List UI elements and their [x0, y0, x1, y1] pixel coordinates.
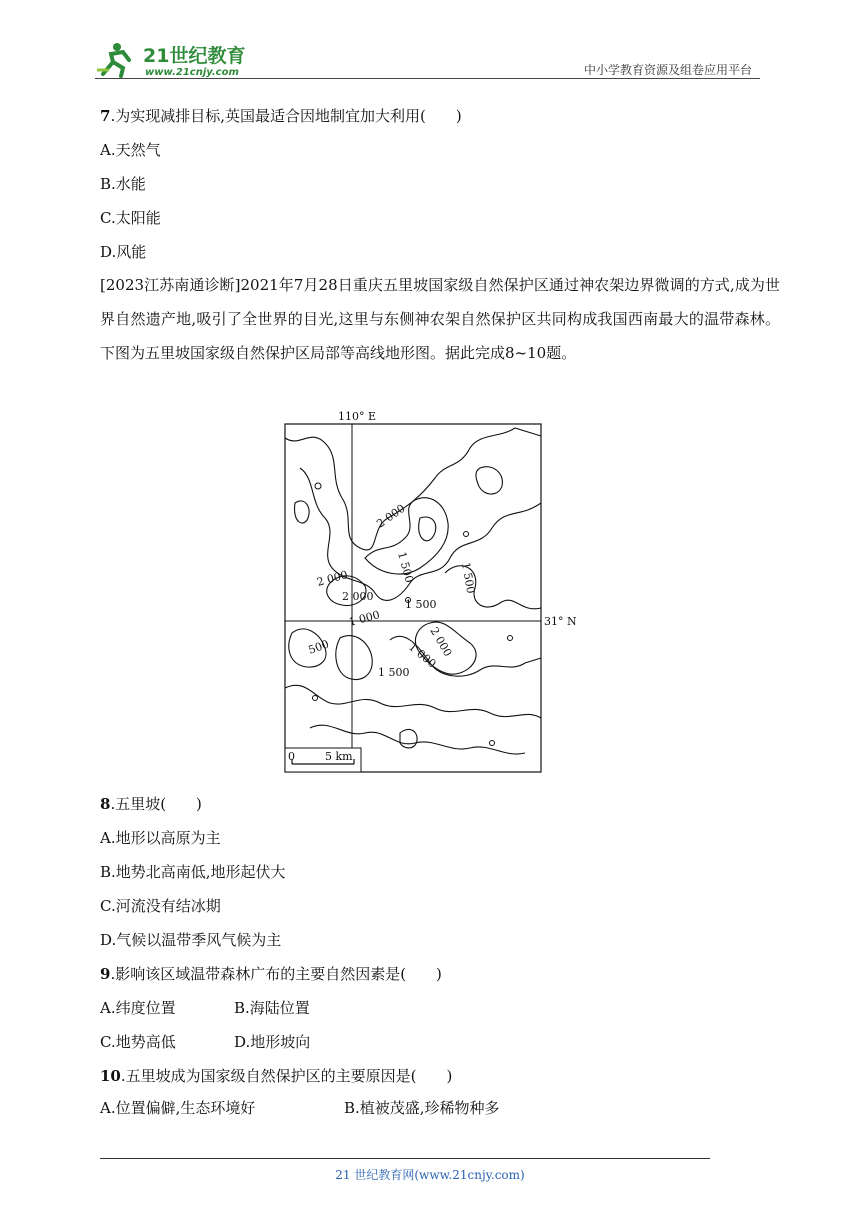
logo-url: www.21cnjy.com	[145, 67, 239, 78]
reading-passage: [2023江苏南通诊断]2021年7月28日重庆五里坡国家级自然保护区通过神农架边界微调的方式,成为世界自然遗产地,吸引了全世界的目光,这里与东侧神农架自然保护区共同构成我国西南最大的温带森林。下图为五里坡国家级自然保护区局部等高线地形图。据此完成8~10题。	[100, 276, 780, 362]
question-7-option-a: A.天然气	[100, 141, 161, 159]
question-number: 10	[100, 1067, 121, 1085]
contour-label: 1 500	[405, 598, 437, 611]
page-header	[95, 40, 760, 80]
scale-zero: 0	[288, 750, 295, 763]
question-number: 8	[100, 795, 111, 813]
contour-label: 1 000	[406, 640, 439, 671]
contour-label: 1 500	[378, 666, 410, 679]
question-7-option-c: C.太阳能	[100, 209, 161, 227]
question-8-option-c: C.河流没有结冰期	[100, 897, 221, 915]
question-text: .五里坡成为国家级自然保护区的主要原因是( )	[120, 1067, 453, 1085]
header-divider	[95, 78, 760, 79]
question-9-option-a: A.纬度位置	[100, 999, 176, 1017]
question-9-options-row-1	[100, 998, 310, 1018]
question-8-option-a: A.地形以高原为主	[100, 829, 221, 847]
question-7-option-d: D.风能	[100, 243, 147, 261]
scale-label: 5 km	[325, 750, 353, 763]
question-text: .为实现减排目标,英国最适合因地制宜加大利用( )	[110, 107, 462, 125]
question-10-option-a: A.位置偏僻,生态环境好	[100, 1099, 256, 1117]
question-9-options-row-2	[100, 1032, 310, 1052]
footer-divider	[100, 1158, 710, 1159]
question-7-stem	[100, 106, 462, 126]
logo	[95, 40, 265, 80]
question-10-stem	[100, 1066, 452, 1086]
contour-label: 2 000	[315, 568, 350, 589]
scale-bar	[285, 748, 361, 772]
contour-label: 2 000	[427, 625, 455, 659]
question-7-option-b: B.水能	[100, 175, 146, 193]
contour-label: 500	[306, 637, 331, 657]
contour-label: 2 000	[342, 590, 374, 603]
question-number: 9	[100, 965, 111, 983]
question-text: .影响该区域温带森林广布的主要自然因素是( )	[110, 965, 442, 983]
latitude-label: 31° N	[544, 615, 577, 628]
runner-icon	[97, 43, 129, 76]
contour-label: 2 000	[374, 501, 408, 531]
contour-label: 1 000	[347, 608, 382, 629]
logo-text: 21世纪教育	[143, 45, 246, 67]
question-8-option-b: B.地势北高南低,地形起伏大	[100, 863, 286, 881]
question-10-option-b: B.植被茂盛,珍稀物种多	[344, 1099, 500, 1117]
contour-label: 1 500	[459, 561, 478, 595]
contour-label: 1 500	[395, 550, 416, 585]
question-9-option-c: C.地势高低	[100, 1033, 176, 1051]
question-8-stem	[100, 794, 202, 814]
question-8-option-d: D.气候以温带季风气候为主	[100, 931, 282, 949]
contour-map	[270, 408, 590, 778]
question-text: .五里坡( )	[110, 795, 202, 813]
footer-text: 21 世纪教育网(www.21cnjy.com)	[335, 1168, 525, 1182]
question-number: 7	[100, 107, 111, 125]
question-9-option-b: B.海陆位置	[234, 999, 310, 1017]
question-10-options-row-1	[100, 1098, 500, 1118]
question-9-stem	[100, 964, 442, 984]
contour-lines	[285, 428, 541, 754]
question-9-option-d: D.地形坡向	[234, 1033, 311, 1051]
longitude-label: 110° E	[338, 410, 377, 423]
contour-dots	[313, 483, 513, 746]
header-platform-text: 中小学教育资源及组卷应用平台	[583, 63, 752, 77]
